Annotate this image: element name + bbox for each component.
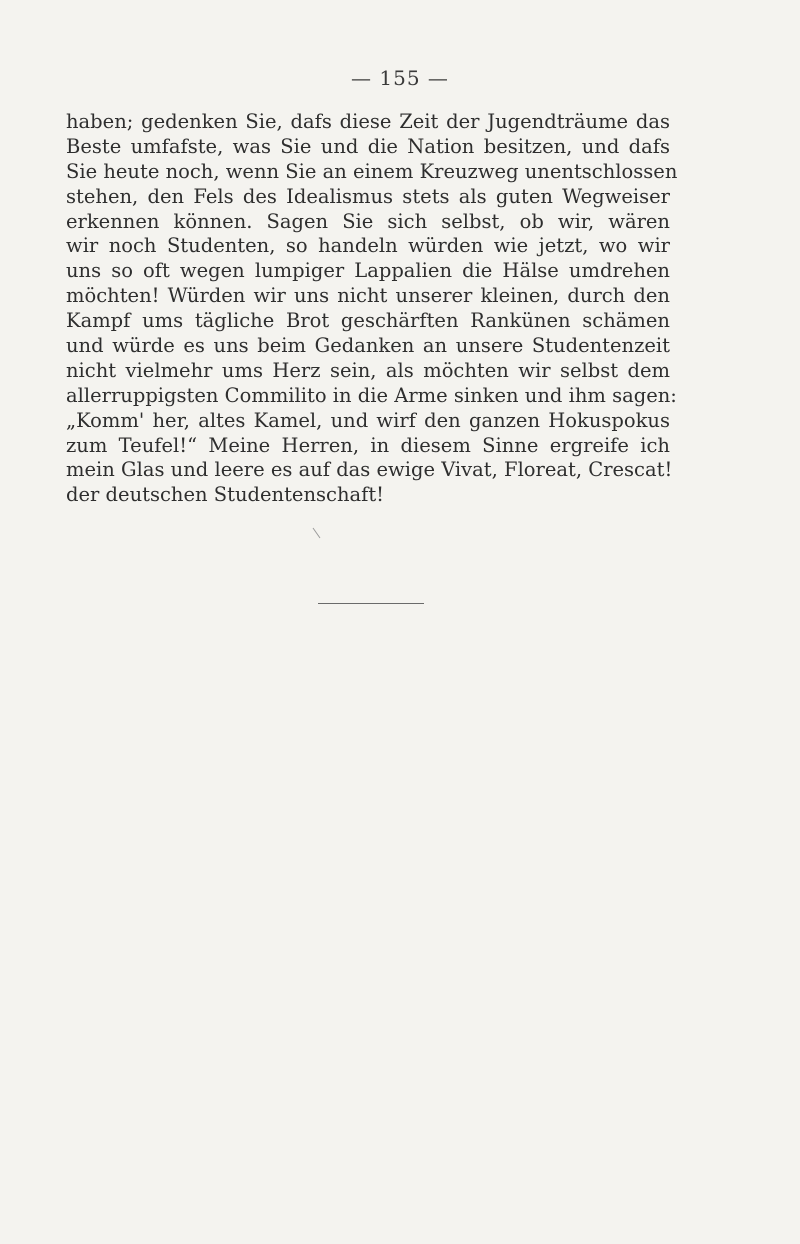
body-text [66,110,678,508]
stray-ink-mark [312,527,322,539]
section-rule [318,603,424,604]
text-line: uns so oft wegen lumpiger Lappalien die Hälse umdrehen [66,259,670,283]
text-line: nicht vielmehr ums Herz sein, als möchten wir selbst dem [66,358,670,382]
text-line: zum Teufel!“ Meine Herren, in diesem Sinne ergreife ich [66,433,670,457]
text-line: Beste umfafste, was Sie und die Nation besitzen, und dafs [66,134,670,158]
text-line: erkennen können. Sagen Sie sich selbst, ob wir, wären [66,209,670,233]
text-line: und würde es uns beim Gedanken an unsere Studentenzeit [66,334,670,358]
text-line: Kampf ums tägliche Brot geschärften Rankünen schämen [66,309,670,333]
text-line: mein Glas und leere es auf das ewige Vivat, Floreat, Crescat! [66,458,673,482]
page-number: — 155 — [351,66,449,90]
text-line: wir noch Studenten, so handeln würden wie jetzt, wo wir [66,234,670,258]
text-line: haben; gedenken Sie, dafs diese Zeit der Jugendträume das [66,110,670,133]
text-line: „Komm' her, altes Kamel, und wirf den ganzen Hokuspokus [66,408,670,432]
text-line: allerruppigsten Commilito in die Arme sinken und ihm sagen: [66,383,677,407]
text-line: der deutschen Studentenschaft! [66,483,385,507]
text-line: Sie heute noch, wenn Sie an einem Kreuzweg unentschlossen [66,159,678,183]
text-line: stehen, den Fels des Idealismus stets als guten Wegweiser [66,184,670,208]
text-line: möchten! Würden wir uns nicht unserer kleinen, durch den [66,284,670,308]
